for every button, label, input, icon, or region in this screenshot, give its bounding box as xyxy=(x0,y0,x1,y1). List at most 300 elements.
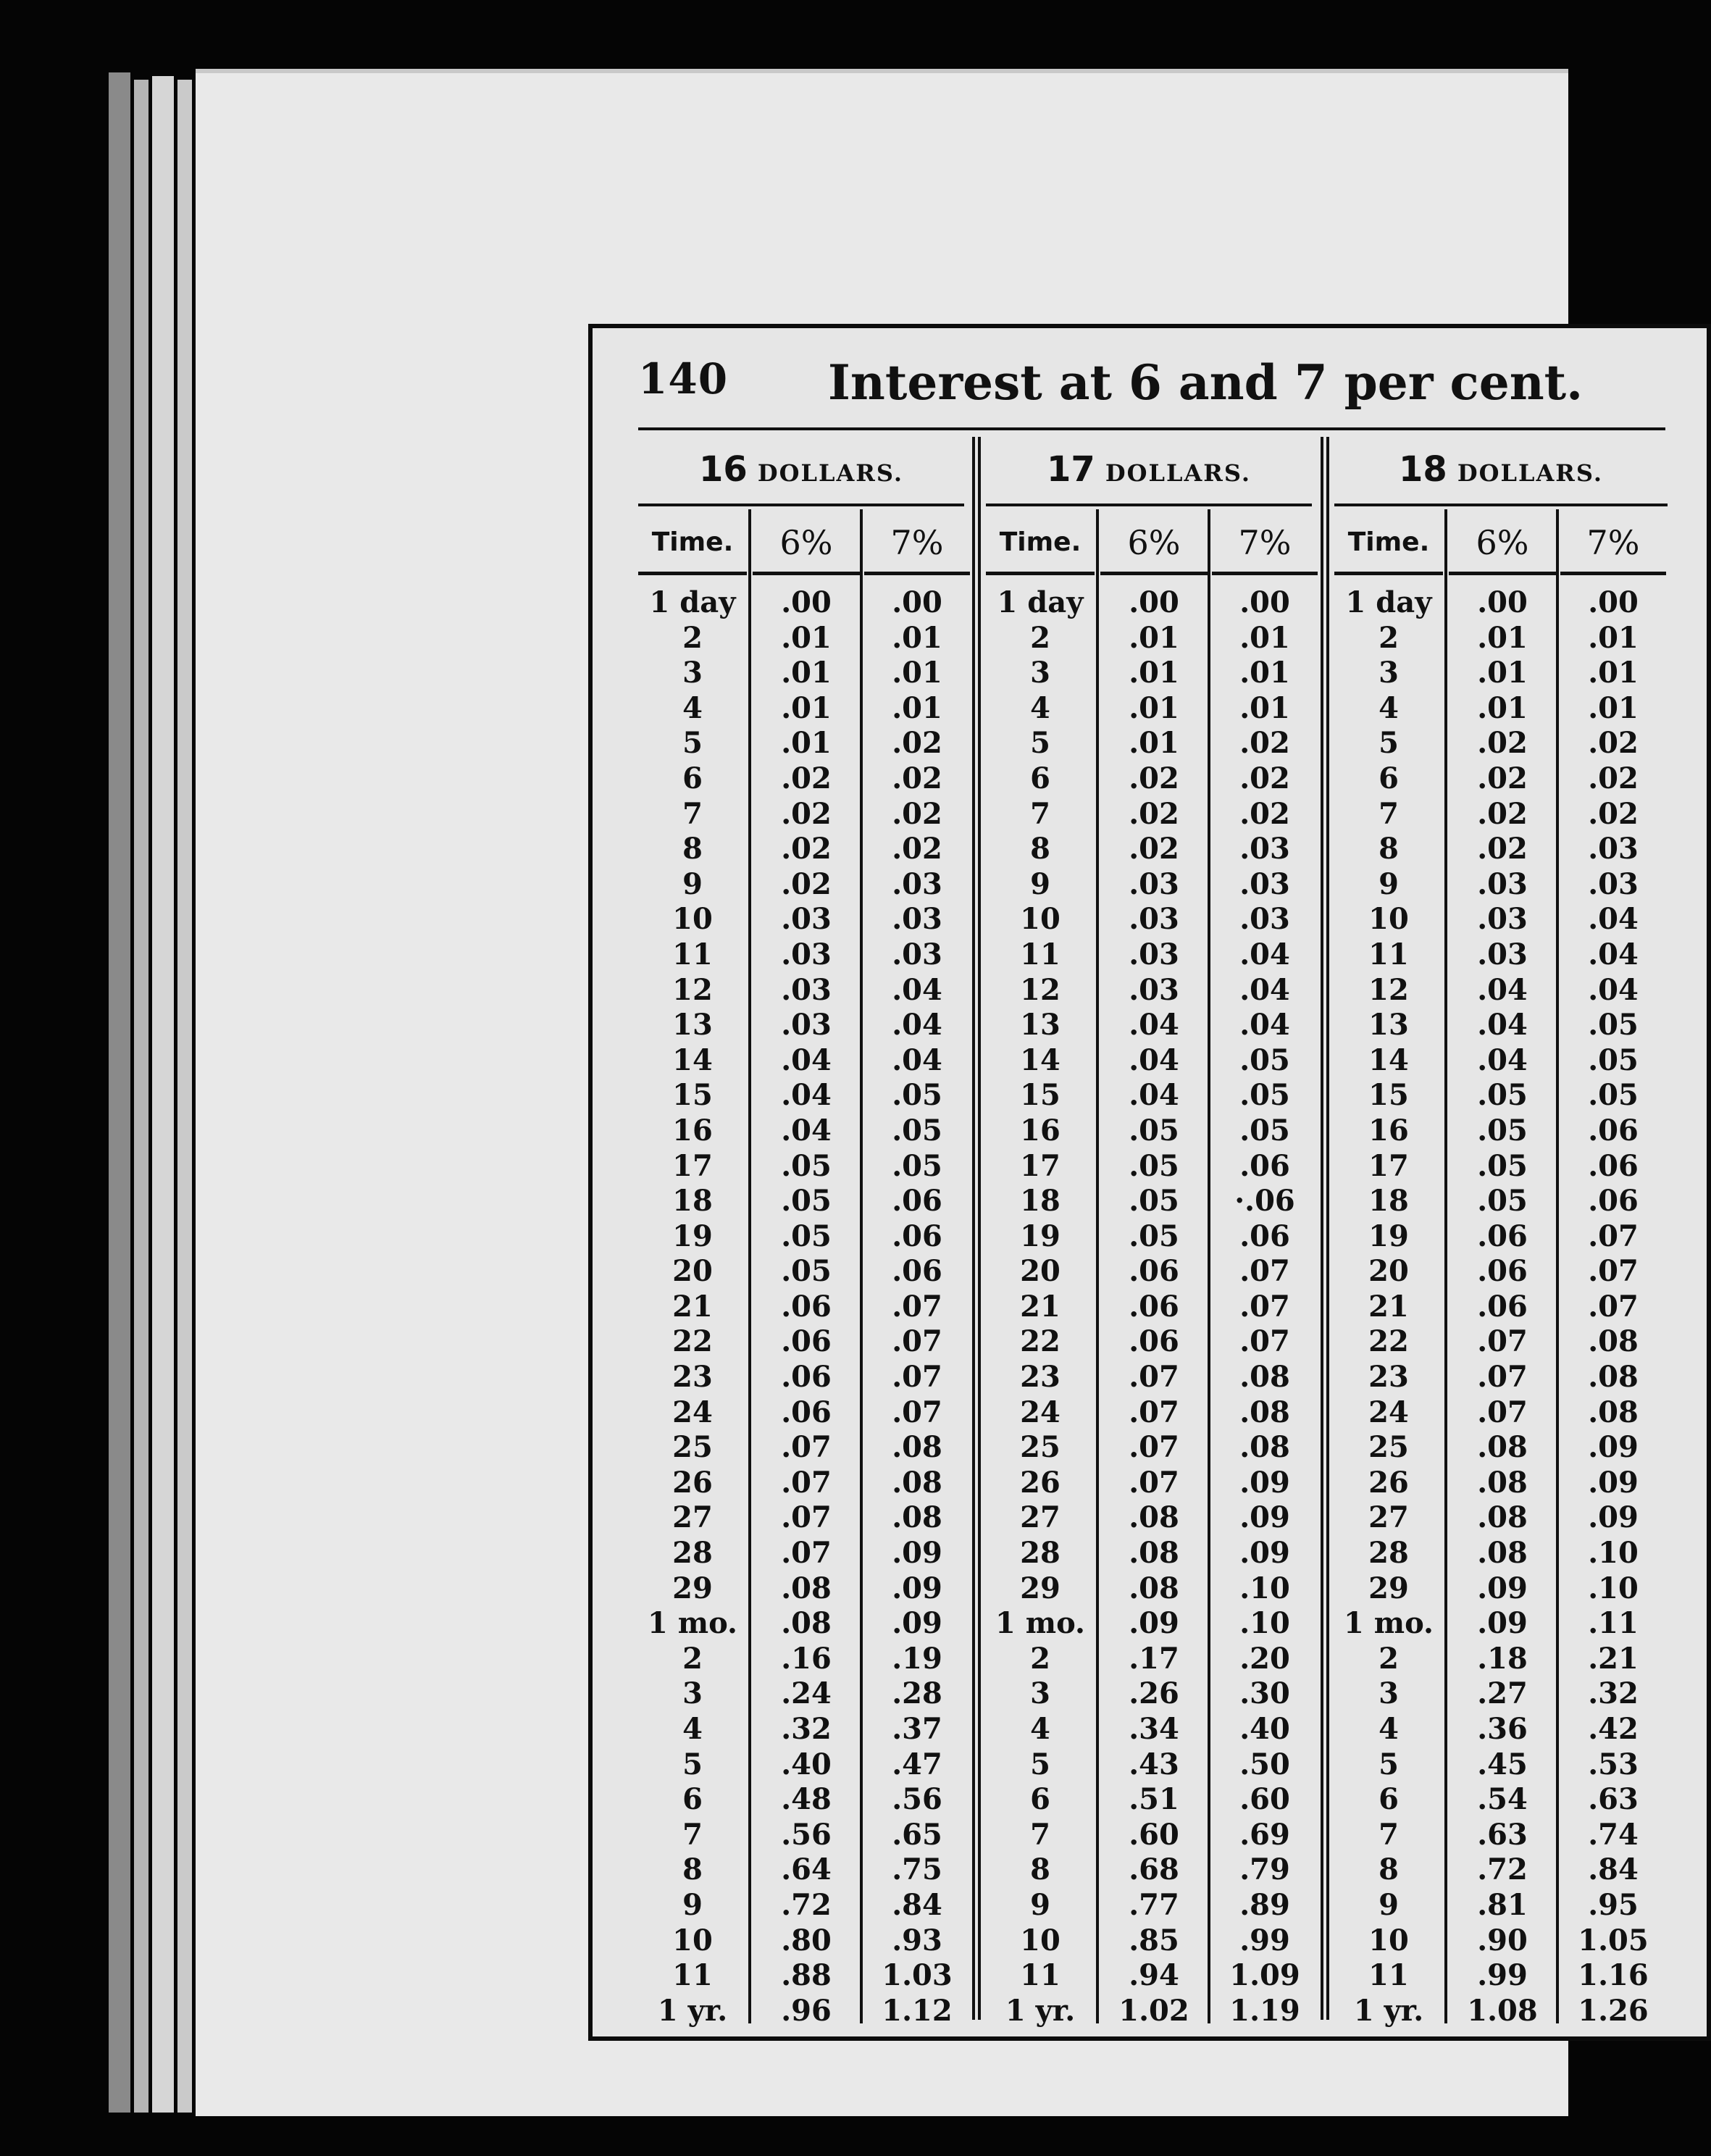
interest-7-percent-cell: .04 xyxy=(1239,972,1290,1007)
time-cell: 9 xyxy=(682,1887,703,1922)
interest-6-percent-cell: .05 xyxy=(781,1148,832,1183)
interest-7-percent-cell: .09 xyxy=(1588,1430,1639,1465)
section-18-dollars xyxy=(1334,437,1668,2031)
interest-7-percent-cell: .03 xyxy=(1239,866,1290,901)
table-row xyxy=(1334,1113,1668,1149)
column-header-rule xyxy=(986,572,1095,575)
time-cell: 5 xyxy=(682,1747,703,1781)
interest-6-percent-cell: .36 xyxy=(1477,1712,1528,1746)
interest-6-percent-cell: .02 xyxy=(1129,761,1179,795)
interest-7-percent-cell: .04 xyxy=(1588,972,1639,1007)
time-cell: 10 xyxy=(672,902,713,937)
column-header-rule xyxy=(1212,572,1318,575)
time-cell: 4 xyxy=(682,1712,703,1746)
interest-6-percent-cell: .07 xyxy=(781,1430,832,1465)
interest-7-percent-cell: .06 xyxy=(892,1254,942,1289)
time-cell: 5 xyxy=(1379,1747,1399,1781)
time-cell: 2 xyxy=(682,1641,703,1676)
time-column-header: Time. xyxy=(651,527,734,557)
interest-6-percent-cell: .05 xyxy=(1129,1184,1179,1219)
time-cell: 12 xyxy=(1020,972,1061,1007)
table-row xyxy=(1334,691,1668,727)
time-cell: 17 xyxy=(672,1148,713,1183)
interest-6-percent-cell: .34 xyxy=(1129,1712,1179,1746)
table-row xyxy=(638,726,964,761)
interest-7-percent-cell: .09 xyxy=(892,1606,942,1641)
column-header-rule xyxy=(1560,572,1666,575)
interest-7-percent-cell: .03 xyxy=(892,937,942,972)
interest-7-percent-cell: .01 xyxy=(892,656,942,690)
table-row xyxy=(986,1430,1312,1466)
interest-6-percent-cell: .00 xyxy=(1477,585,1528,619)
interest-6-percent-cell: .04 xyxy=(1477,1043,1528,1077)
time-cell: 1 mo. xyxy=(1344,1606,1434,1641)
interest-7-percent-cell: .09 xyxy=(1588,1500,1639,1535)
interest-7-percent-cell: .02 xyxy=(1239,726,1290,761)
interest-7-percent-cell: .07 xyxy=(1239,1289,1290,1324)
table-row xyxy=(986,1994,1312,2029)
table-row xyxy=(1334,1430,1668,1466)
time-cell: 3 xyxy=(682,1676,703,1711)
interest-7-percent-cell: .04 xyxy=(892,1043,942,1077)
interest-6-percent-cell: .24 xyxy=(781,1676,832,1711)
interest-7-percent-cell: .09 xyxy=(1239,1500,1290,1535)
interest-6-percent-cell: 1.02 xyxy=(1118,1993,1189,2028)
interest-7-percent-cell: .09 xyxy=(1588,1465,1639,1500)
time-cell: 22 xyxy=(672,1324,713,1359)
interest-6-percent-cell: .05 xyxy=(1477,1184,1528,1219)
column-header-rule xyxy=(1449,572,1556,575)
book-edge xyxy=(152,76,174,2113)
interest-6-percent-cell: .68 xyxy=(1129,1852,1179,1887)
interest-6-percent-cell: .03 xyxy=(1477,902,1528,937)
interest-7-percent-cell: .53 xyxy=(1588,1747,1639,1781)
interest-7-percent-cell: .10 xyxy=(1588,1536,1639,1571)
interest-7-percent-cell: .84 xyxy=(1588,1852,1639,1887)
interest-6-percent-cell: .02 xyxy=(781,866,832,901)
interest-6-percent-cell: 1.08 xyxy=(1467,1993,1538,2028)
interest-6-percent-cell: .54 xyxy=(1477,1782,1528,1817)
time-cell: 8 xyxy=(1379,1852,1399,1887)
interest-6-percent-cell: .08 xyxy=(1129,1500,1179,1535)
interest-7-percent-cell: 1.19 xyxy=(1229,1993,1300,2028)
time-cell: 2 xyxy=(682,620,703,655)
interest-7-percent-cell: .21 xyxy=(1588,1641,1639,1676)
table-row xyxy=(986,1747,1312,1783)
time-cell: 7 xyxy=(1379,1817,1399,1852)
six-percent-column-header: 6% xyxy=(1476,523,1529,562)
table-row xyxy=(1334,937,1668,973)
interest-6-percent-cell: .77 xyxy=(1129,1887,1179,1922)
interest-7-percent-cell: 1.26 xyxy=(1578,1993,1649,2028)
table-row xyxy=(986,867,1312,903)
time-cell: 8 xyxy=(682,1852,703,1887)
interest-6-percent-cell: .03 xyxy=(781,937,832,972)
table-row xyxy=(986,621,1312,656)
interest-7-percent-cell: .06 xyxy=(1588,1113,1639,1148)
interest-6-percent-cell: .03 xyxy=(781,902,832,937)
table-row xyxy=(1334,1782,1668,1818)
interest-7-percent-cell: .63 xyxy=(1588,1782,1639,1817)
time-cell: 3 xyxy=(682,656,703,690)
table-row xyxy=(638,1078,964,1113)
table-row xyxy=(638,1958,964,1994)
interest-7-percent-cell: .05 xyxy=(1588,1008,1639,1043)
interest-7-percent-cell: .04 xyxy=(1588,937,1639,972)
interest-6-percent-cell: .03 xyxy=(1477,866,1528,901)
table-row xyxy=(638,656,964,691)
interest-6-percent-cell: .07 xyxy=(1477,1360,1528,1395)
interest-6-percent-cell: .40 xyxy=(781,1747,832,1781)
table-row xyxy=(986,902,1312,937)
table-row xyxy=(638,1676,964,1712)
interest-7-percent-cell: .75 xyxy=(892,1852,942,1887)
table-body xyxy=(986,585,1312,2028)
interest-7-percent-cell: .28 xyxy=(892,1676,942,1711)
table-row xyxy=(638,1642,964,1677)
table-row xyxy=(986,797,1312,832)
interest-7-percent-cell: .08 xyxy=(1588,1324,1639,1359)
table-row xyxy=(986,1676,1312,1712)
interest-7-percent-cell: .09 xyxy=(892,1536,942,1571)
time-cell: 5 xyxy=(1030,1747,1050,1781)
table-row xyxy=(638,1888,964,1923)
interest-6-percent-cell: .01 xyxy=(781,656,832,690)
interest-6-percent-cell: .06 xyxy=(1129,1324,1179,1359)
time-column-header: Time. xyxy=(999,527,1082,557)
interest-6-percent-cell: .02 xyxy=(1477,761,1528,795)
interest-6-percent-cell: .08 xyxy=(781,1606,832,1641)
section-amount: 18 xyxy=(1399,449,1447,490)
table-row xyxy=(986,1888,1312,1923)
time-cell: 23 xyxy=(672,1360,713,1395)
interest-6-percent-cell: .18 xyxy=(1477,1641,1528,1676)
interest-7-percent-cell: .03 xyxy=(1239,832,1290,866)
interest-6-percent-cell: .01 xyxy=(1477,620,1528,655)
interest-7-percent-cell: .08 xyxy=(892,1465,942,1500)
book-edge xyxy=(177,80,192,2113)
table-row xyxy=(638,973,964,1008)
table-row xyxy=(638,761,964,797)
time-cell: 13 xyxy=(1368,1008,1409,1043)
table-row xyxy=(986,1571,1312,1607)
time-cell: 8 xyxy=(1379,832,1399,866)
interest-7-percent-cell: .07 xyxy=(1588,1219,1639,1253)
interest-6-percent-cell: .05 xyxy=(1129,1148,1179,1183)
table-row xyxy=(1334,1676,1668,1712)
interest-7-percent-cell: .05 xyxy=(892,1113,942,1148)
table-row xyxy=(638,1536,964,1571)
interest-7-percent-cell: .89 xyxy=(1239,1887,1290,1922)
interest-6-percent-cell: .72 xyxy=(1477,1852,1528,1887)
table-row xyxy=(1334,1149,1668,1184)
time-cell: 15 xyxy=(672,1078,713,1113)
interest-6-percent-cell: .05 xyxy=(1477,1078,1528,1113)
time-cell: 6 xyxy=(1379,1782,1399,1817)
interest-7-percent-cell: .06 xyxy=(1588,1148,1639,1183)
table-row xyxy=(986,1219,1312,1255)
interest-6-percent-cell: .05 xyxy=(781,1184,832,1219)
time-cell: 22 xyxy=(1020,1324,1061,1359)
interest-6-percent-cell: .16 xyxy=(781,1641,832,1676)
table-row xyxy=(1334,1923,1668,1959)
time-cell: 1 day xyxy=(1345,585,1432,619)
time-cell: 24 xyxy=(1368,1395,1409,1429)
interest-6-percent-cell: .05 xyxy=(1129,1219,1179,1253)
time-cell: 13 xyxy=(672,1008,713,1043)
interest-7-percent-cell: .02 xyxy=(1239,796,1290,831)
table-row xyxy=(638,1113,964,1149)
interest-6-percent-cell: .01 xyxy=(781,690,832,725)
time-cell: 4 xyxy=(1379,1712,1399,1746)
six-percent-column-header: 6% xyxy=(1127,523,1181,562)
time-cell: 21 xyxy=(1020,1289,1061,1324)
interest-6-percent-cell: .01 xyxy=(781,620,832,655)
time-cell: 19 xyxy=(672,1219,713,1253)
interest-7-percent-cell: .01 xyxy=(1588,656,1639,690)
seven-percent-column-header: 7% xyxy=(1238,523,1292,562)
table-row xyxy=(986,1606,1312,1642)
interest-7-percent-cell: 1.03 xyxy=(882,1958,953,1993)
time-cell: 10 xyxy=(1020,1923,1061,1957)
column-header-rule xyxy=(1334,572,1443,575)
time-cell: 7 xyxy=(682,1817,703,1852)
section-rule xyxy=(1334,504,1668,506)
time-cell: 6 xyxy=(682,1782,703,1817)
interest-6-percent-cell: .01 xyxy=(1477,690,1528,725)
interest-6-percent-cell: .05 xyxy=(781,1254,832,1289)
interest-6-percent-cell: .45 xyxy=(1477,1747,1528,1781)
table-row xyxy=(986,1500,1312,1536)
interest-6-percent-cell: .03 xyxy=(1129,866,1179,901)
interest-6-percent-cell: .07 xyxy=(1477,1324,1528,1359)
table-row xyxy=(638,1008,964,1043)
interest-6-percent-cell: .96 xyxy=(781,1993,832,2028)
time-cell: 28 xyxy=(1368,1536,1409,1571)
time-cell: 9 xyxy=(1030,1887,1050,1922)
interest-7-percent-cell: .56 xyxy=(892,1782,942,1817)
table-row xyxy=(1334,1888,1668,1923)
table-row xyxy=(638,1500,964,1536)
interest-7-percent-cell: .79 xyxy=(1239,1852,1290,1887)
interest-6-percent-cell: .72 xyxy=(781,1887,832,1922)
time-cell: 4 xyxy=(1030,1712,1050,1746)
interest-6-percent-cell: .05 xyxy=(781,1219,832,1253)
interest-6-percent-cell: .08 xyxy=(781,1571,832,1605)
interest-7-percent-cell: .00 xyxy=(1588,585,1639,619)
interest-7-percent-cell: .32 xyxy=(1588,1676,1639,1711)
interest-6-percent-cell: .64 xyxy=(781,1852,832,1887)
interest-7-percent-cell: .05 xyxy=(1588,1078,1639,1113)
table-row xyxy=(1334,1324,1668,1360)
table-row xyxy=(1334,867,1668,903)
table-row xyxy=(1334,726,1668,761)
table-row xyxy=(986,1818,1312,1853)
interest-7-percent-cell: .07 xyxy=(892,1289,942,1324)
interest-6-percent-cell: .07 xyxy=(1129,1395,1179,1429)
time-cell: 3 xyxy=(1030,656,1050,690)
time-cell: 27 xyxy=(672,1500,713,1535)
interest-6-percent-cell: .03 xyxy=(781,972,832,1007)
interest-7-percent-cell: .00 xyxy=(1239,585,1290,619)
time-cell: 6 xyxy=(1379,761,1399,795)
interest-7-percent-cell: .60 xyxy=(1239,1782,1290,1817)
interest-7-percent-cell: .01 xyxy=(892,620,942,655)
table-row xyxy=(1334,1360,1668,1395)
table-row xyxy=(638,1712,964,1747)
time-cell: 26 xyxy=(1020,1465,1061,1500)
interest-6-percent-cell: .02 xyxy=(781,761,832,795)
table-row xyxy=(638,1043,964,1079)
table-row xyxy=(1334,1606,1668,1642)
time-cell: 8 xyxy=(1030,1852,1050,1887)
interest-7-percent-cell: .03 xyxy=(1588,832,1639,866)
table-row xyxy=(986,1078,1312,1113)
interest-6-percent-cell: .85 xyxy=(1129,1923,1179,1957)
time-cell: 4 xyxy=(682,690,703,725)
table-row xyxy=(986,1395,1312,1431)
interest-7-percent-cell: .10 xyxy=(1239,1606,1290,1641)
interest-7-percent-cell: .42 xyxy=(1588,1712,1639,1746)
table-row xyxy=(986,1958,1312,1994)
table-row xyxy=(638,1571,964,1607)
time-cell: 17 xyxy=(1368,1148,1409,1183)
interest-6-percent-cell: .04 xyxy=(781,1078,832,1113)
interest-7-percent-cell: .03 xyxy=(1588,866,1639,901)
interest-7-percent-cell: .06 xyxy=(1239,1219,1290,1253)
table-row xyxy=(986,1324,1312,1360)
time-cell: 9 xyxy=(1379,1887,1399,1922)
interest-7-percent-cell: .07 xyxy=(892,1360,942,1395)
interest-7-percent-cell: .30 xyxy=(1239,1676,1290,1711)
time-cell: 10 xyxy=(1020,902,1061,937)
table-row xyxy=(638,797,964,832)
time-cell: 5 xyxy=(1030,726,1050,761)
time-cell: 3 xyxy=(1379,1676,1399,1711)
time-cell: 10 xyxy=(672,1923,713,1957)
table-row xyxy=(986,1712,1312,1747)
section-unit: DOLLARS. xyxy=(1105,459,1251,487)
time-cell: 1 yr. xyxy=(1353,1993,1424,2028)
section-16-dollars xyxy=(638,437,964,2031)
interest-7-percent-cell: .02 xyxy=(892,832,942,866)
table-row xyxy=(1334,1536,1668,1571)
interest-6-percent-cell: .00 xyxy=(781,585,832,619)
interest-7-percent-cell: .03 xyxy=(892,902,942,937)
time-cell: 12 xyxy=(1368,972,1409,1007)
time-cell: 16 xyxy=(1368,1113,1409,1148)
time-cell: 23 xyxy=(1020,1360,1061,1395)
interest-6-percent-cell: .06 xyxy=(781,1395,832,1429)
time-cell: 4 xyxy=(1379,690,1399,725)
interest-6-percent-cell: .05 xyxy=(1477,1113,1528,1148)
interest-6-percent-cell: .03 xyxy=(1129,937,1179,972)
table-row xyxy=(986,1852,1312,1888)
interest-7-percent-cell: .01 xyxy=(1239,656,1290,690)
table-row xyxy=(986,585,1312,621)
time-cell: 16 xyxy=(1020,1113,1061,1148)
interest-7-percent-cell: .08 xyxy=(1588,1360,1639,1395)
table-row xyxy=(638,832,964,867)
interest-7-percent-cell: .05 xyxy=(892,1078,942,1113)
time-cell: 1 day xyxy=(997,585,1084,619)
interest-6-percent-cell: .06 xyxy=(781,1324,832,1359)
interest-6-percent-cell: .08 xyxy=(1477,1430,1528,1465)
interest-6-percent-cell: .01 xyxy=(1129,656,1179,690)
page-header xyxy=(638,354,1667,412)
table-row xyxy=(1334,797,1668,832)
time-cell: 25 xyxy=(1020,1430,1061,1465)
interest-6-percent-cell: .60 xyxy=(1129,1817,1179,1852)
time-cell: 6 xyxy=(682,761,703,795)
table-row xyxy=(638,1360,964,1395)
section-rule xyxy=(986,504,1312,506)
interest-6-percent-cell: .94 xyxy=(1129,1958,1179,1993)
interest-7-percent-cell: ·.06 xyxy=(1234,1184,1295,1219)
table-row xyxy=(1334,1043,1668,1079)
table-row xyxy=(986,761,1312,797)
section-amount: 17 xyxy=(1047,449,1095,490)
interest-7-percent-cell: .09 xyxy=(892,1571,942,1605)
interest-7-percent-cell: .74 xyxy=(1588,1817,1639,1852)
time-cell: 11 xyxy=(672,1958,713,1993)
interest-6-percent-cell: .01 xyxy=(1129,690,1179,725)
table-row xyxy=(986,1113,1312,1149)
interest-6-percent-cell: .06 xyxy=(1129,1254,1179,1289)
time-cell: 7 xyxy=(682,796,703,831)
time-cell: 2 xyxy=(1379,620,1399,655)
interest-7-percent-cell: .02 xyxy=(1239,761,1290,795)
table-row xyxy=(638,1994,964,2029)
table-row xyxy=(638,585,964,621)
table-row xyxy=(986,1008,1312,1043)
table-row xyxy=(638,1923,964,1959)
interest-6-percent-cell: .08 xyxy=(1477,1500,1528,1535)
time-column-header: Time. xyxy=(1347,527,1430,557)
interest-7-percent-cell: .69 xyxy=(1239,1817,1290,1852)
interest-6-percent-cell: .02 xyxy=(1477,832,1528,866)
table-row xyxy=(1334,585,1668,621)
table-row xyxy=(986,1290,1312,1325)
time-cell: 7 xyxy=(1379,796,1399,831)
interest-6-percent-cell: .07 xyxy=(1129,1430,1179,1465)
time-cell: 1 mo. xyxy=(648,1606,737,1641)
interest-7-percent-cell: .00 xyxy=(892,585,942,619)
interest-6-percent-cell: .03 xyxy=(781,1008,832,1043)
interest-6-percent-cell: .90 xyxy=(1477,1923,1528,1957)
interest-6-percent-cell: .81 xyxy=(1477,1887,1528,1922)
table-row xyxy=(1334,1219,1668,1255)
table-row xyxy=(1334,656,1668,691)
time-cell: 13 xyxy=(1020,1008,1061,1043)
interest-6-percent-cell: .04 xyxy=(1477,1008,1528,1043)
section-separator xyxy=(1321,437,1329,2020)
time-cell: 17 xyxy=(1020,1148,1061,1183)
interest-6-percent-cell: .80 xyxy=(781,1923,832,1957)
table-row xyxy=(638,1254,964,1290)
time-cell: 20 xyxy=(1020,1254,1061,1289)
table-row xyxy=(986,1254,1312,1290)
table-row xyxy=(1334,902,1668,937)
table-row xyxy=(986,1184,1312,1219)
table-row xyxy=(638,1747,964,1783)
table-row xyxy=(1334,1184,1668,1219)
time-cell: 27 xyxy=(1368,1500,1409,1535)
interest-7-percent-cell: .06 xyxy=(1239,1148,1290,1183)
interest-7-percent-cell: .84 xyxy=(892,1887,942,1922)
interest-7-percent-cell: .07 xyxy=(1239,1324,1290,1359)
time-cell: 9 xyxy=(1030,866,1050,901)
